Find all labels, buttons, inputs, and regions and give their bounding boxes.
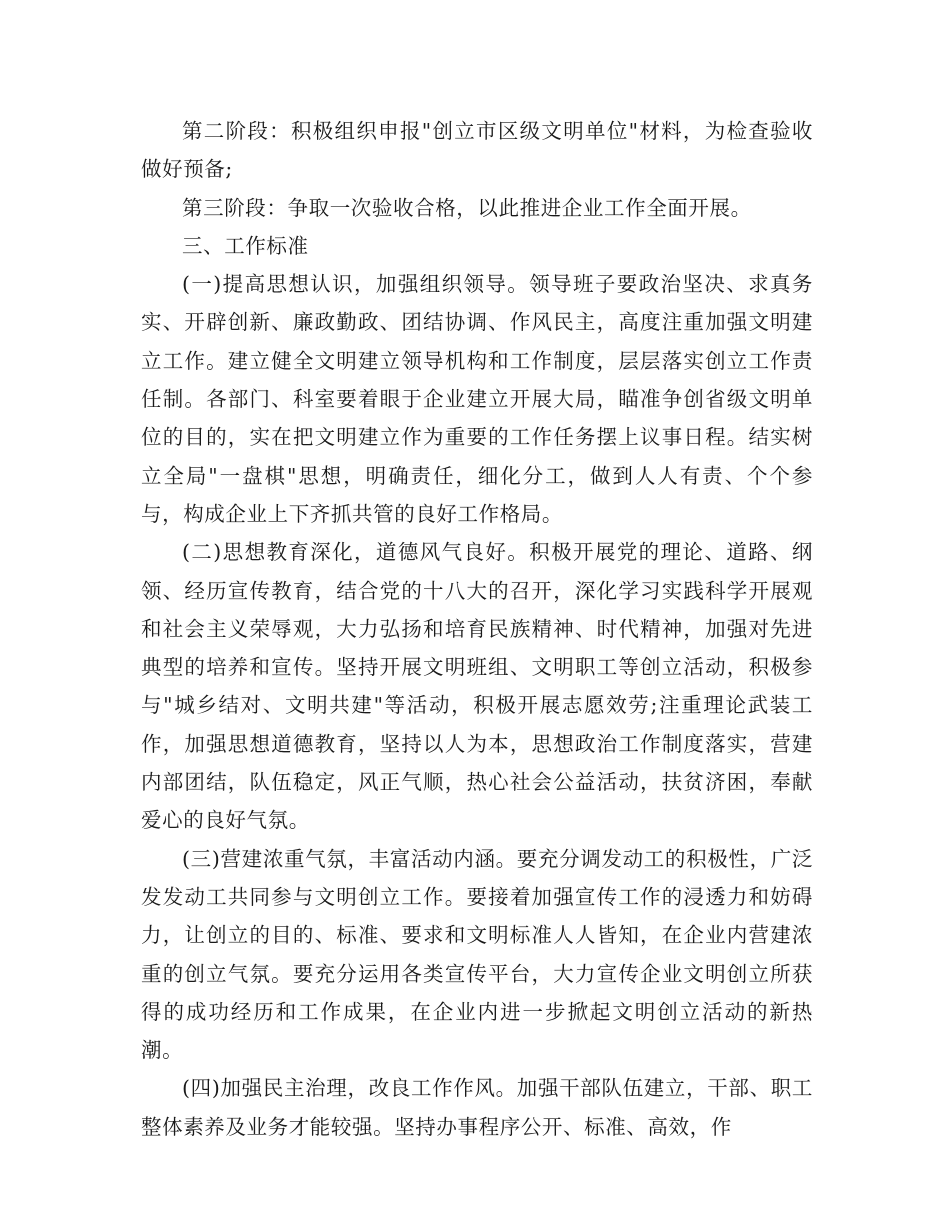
paragraph-stage-two: 第二阶段：积极组织申报"创立市区级文明单位"材料，为检查验收做好预备; [141, 119, 813, 182]
paragraph-item-three: (三)营建浓重气氛，丰富活动内涵。要充分调发动工的积极性，广泛发发动工共同参与文明创立工作。要接着加强宣传工作的浸透力和妨碍力，让创立的目的、标准、要求和文明标准人人皆知，在企业内营建浓重的创立气氛。要充分运用各类宣传平台，大力宣传企业文明创立所获得的成功经历和工作成果，在企业内进一步掀起文明创立活动的新热潮。 [141, 846, 813, 1063]
paragraph-item-two: (二)思想教育深化，道德风气良好。积极开展党的理论、道路、纲领、经历宣传教育，结合党的十八大的召开，深化学习实践科学开展观和社会主义荣辱观，大力弘扬和培育民族精神、时代精神，加强对先进典型的培养和宣传。坚持开展文明班组、文明职工等创立活动，积极参与"城乡结对、文明共建"等活动，积极开展志愿效劳;注重理论武装工作，加强思想道德教育，坚持以人为本，思想政治工作制度落实，营建内部团结，队伍稳定，风正气顺，热心社会公益活动，扶贫济困，奉献爱心的良好气氛。 [141, 540, 813, 833]
paragraph-item-four: (四)加强民主治理，改良工作作风。加强干部队伍建立，干部、职工整体素养及业务才能较强。坚持办事程序公开、标准、高效，作 [141, 1076, 813, 1139]
paragraph-item-one: (一)提高思想认识，加强组织领导。领导班子要政治坚决、求真务实、开辟创新、廉政勤政、团结协调、作风民主，高度注重加强文明建立工作。建立健全文明建立领导机构和工作制度，层层落实创立工作责任制。各部门、科室要着眼于企业建立开展大局，瞄准争创省级文明单位的目的，实在把文明建立作为重要的工作任务摆上议事日程。结实树立全局"一盘棋"思想，明确责任，细化分工，做到人人有责、个个参与，构成企业上下齐抓共管的良好工作格局。 [141, 272, 813, 526]
paragraph-stage-three: 第三阶段：争取一次验收合格，以此推进企业工作全面开展。 [182, 195, 752, 220]
section-heading-work-standards: 三、工作标准 [182, 233, 309, 258]
document-body [141, 112, 813, 1146]
